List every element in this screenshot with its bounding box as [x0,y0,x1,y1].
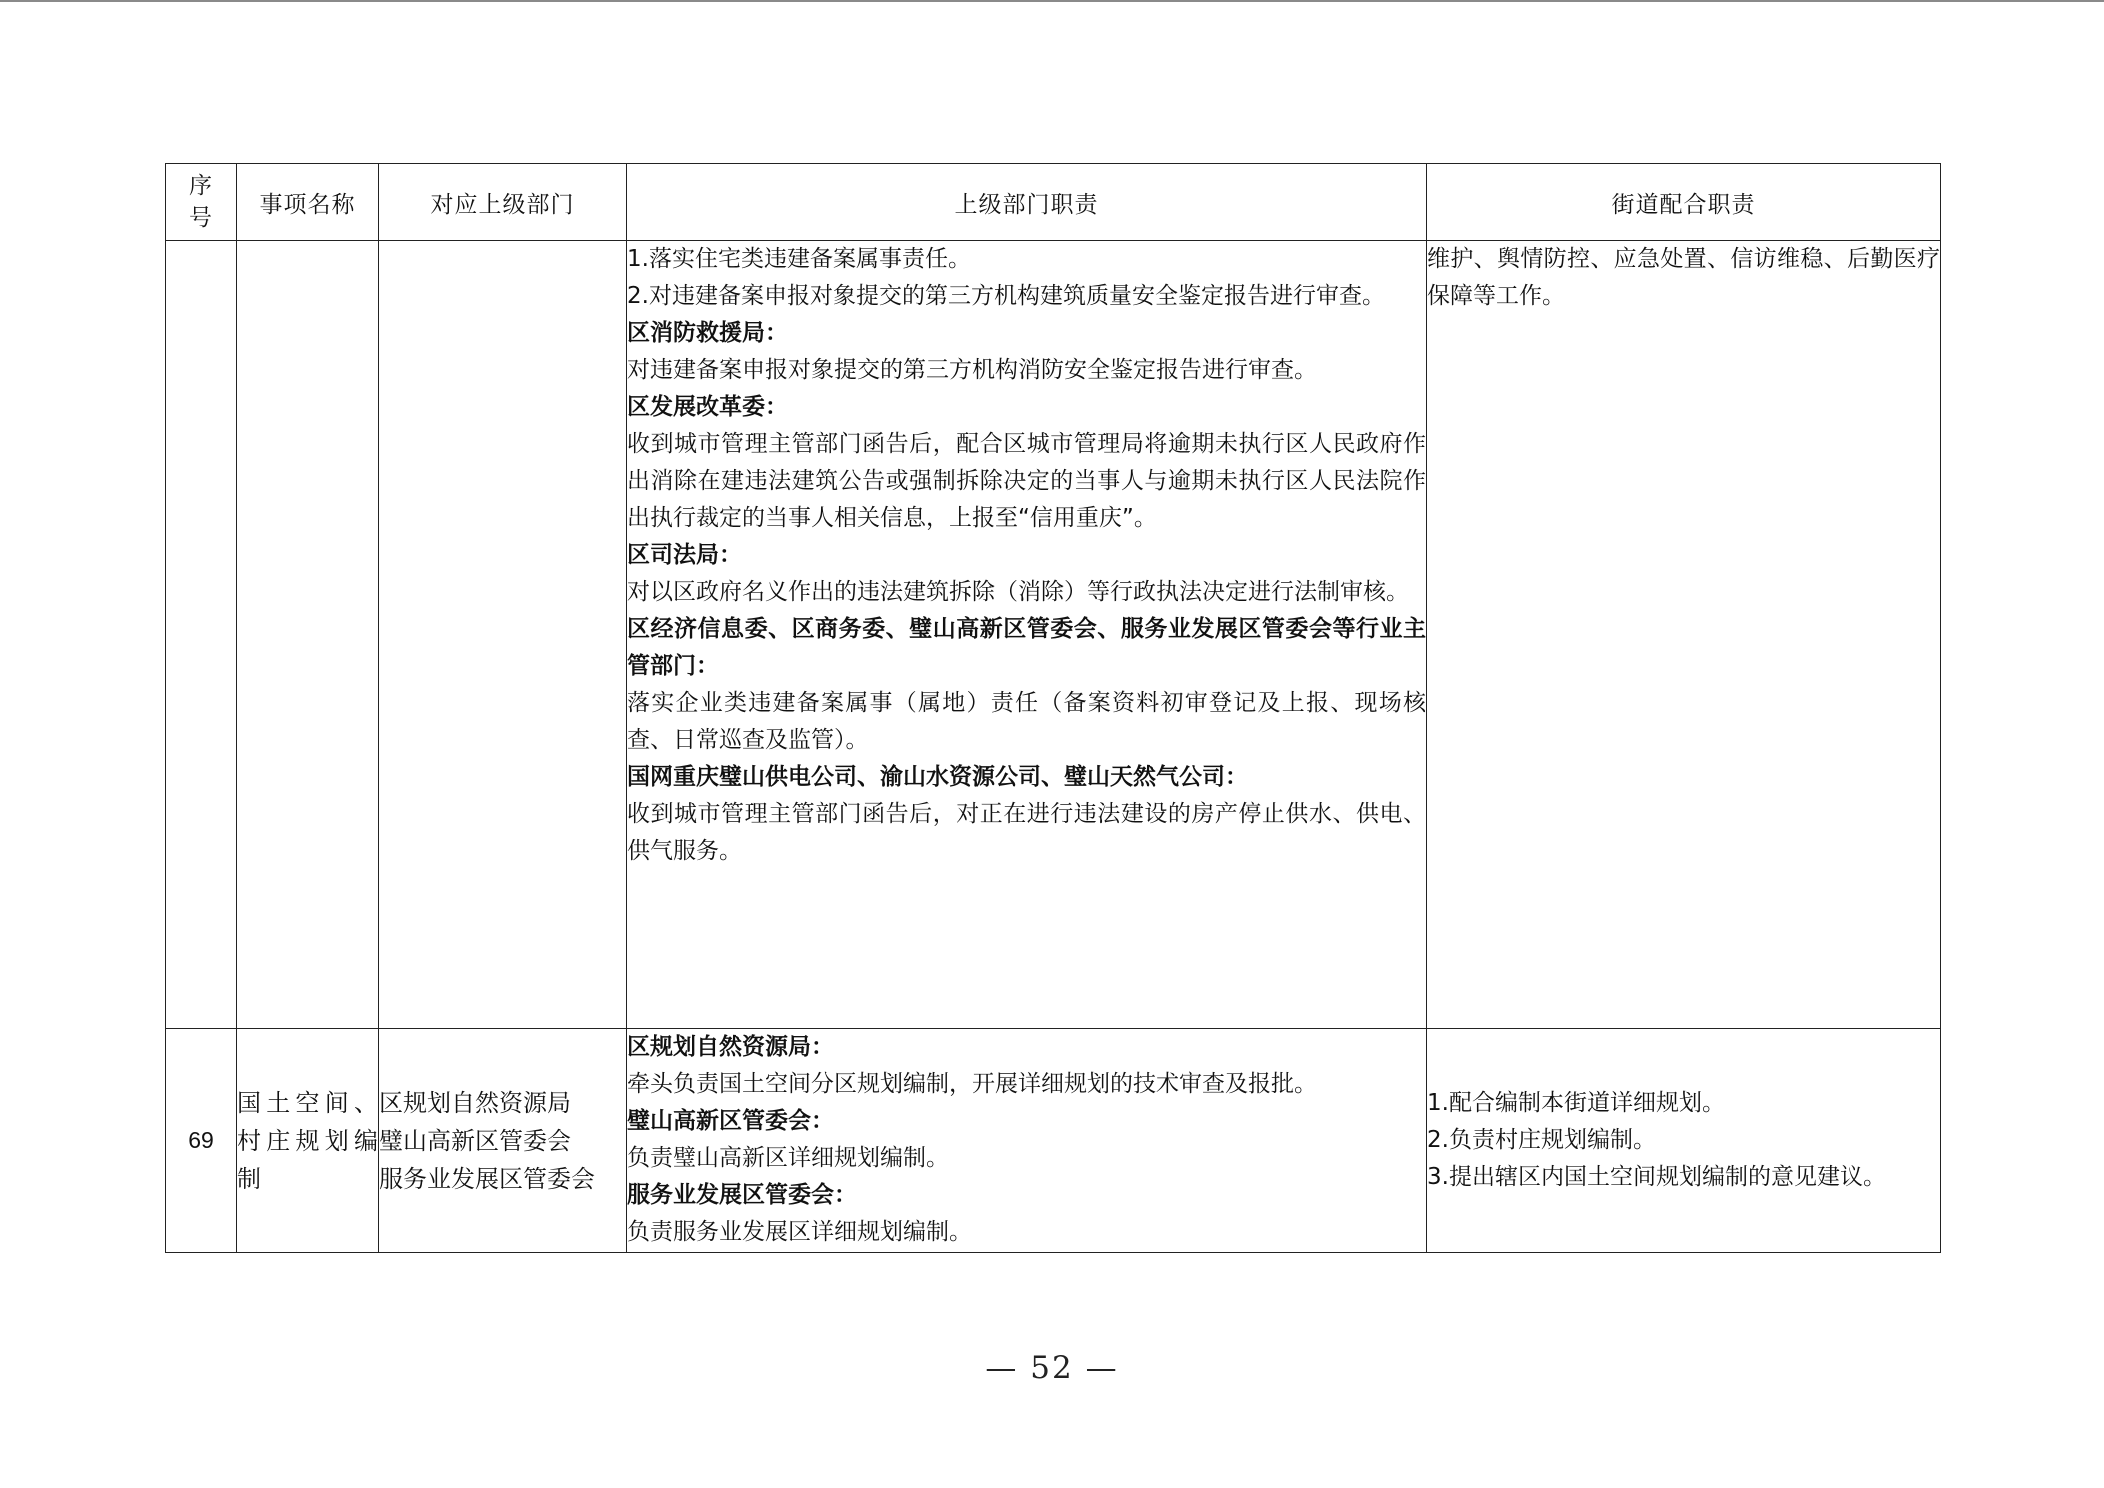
street-duty-item: 3.提出辖区内国土空间规划编制的意见建议。 [1427,1164,1886,1190]
duty-dept-heading: 区经济信息委、区商务委、璧山高新区管委会、服务业发展区管委会等行业主管部门： [627,616,1426,679]
duty-block: 负责服务业发展区详细规划编制。 [627,1219,972,1245]
row-69-seq: 69 [166,1029,237,1253]
row-69-superior-depts [379,1029,627,1253]
duty-dept-heading: 区发展改革委： [627,394,788,420]
header-street-duty: 街道配合职责 [1427,164,1941,241]
duty-block: 对以区政府名义作出的违法建筑拆除（消除）等行政执法决定进行法制审核。 [627,579,1409,605]
superior-dept-item: 服务业发展区管委会 [379,1164,595,1193]
table-header-row [166,164,1941,241]
table-row-continued [166,241,1941,1029]
duty-block: 负责璧山高新区详细规划编制。 [627,1145,949,1171]
duty-block: 对违建备案申报对象提交的第三方机构消防安全鉴定报告进行审查。 [627,357,1317,383]
table-row-69 [166,1029,1941,1253]
duty-block: 收到城市管理主管部门函告后，配合区城市管理局将逾期未执行区人民政府作出消除在建违法建筑公告或强制拆除决定的当事人与逾期未执行区人民法院作出执行裁定的当事人相关信息，上报至“信用重庆”。 [627,431,1426,531]
duty-dept-heading: 区规划自然资源局： [627,1034,834,1060]
page-top-rule [0,0,2104,2]
header-superior-dept: 对应上级部门 [379,164,627,241]
cont-item-name-cell [237,241,379,1029]
superior-dept-item: 璧山高新区管委会 [379,1126,571,1155]
page-number: — 52 — [985,1350,1119,1386]
header-item-name: 事项名称 [237,164,379,241]
row-69-street-duty [1427,1029,1941,1253]
duty-block: 1.落实住宅类违建备案属事责任。 [627,246,971,272]
header-seq [166,164,237,241]
duty-block: 落实企业类违建备案属事（属地）责任（备案资料初审登记及上报、现场核查、日常巡查及监管）。 [627,690,1426,753]
duty-dept-heading: 璧山高新区管委会： [627,1108,834,1134]
street-duty-item: 1.配合编制本街道详细规划。 [1427,1090,1725,1116]
duty-block: 牵头负责国土空间分区规划编制，开展详细规划的技术审查及报批。 [627,1071,1317,1097]
duty-block: 2.对违建备案申报对象提交的第三方机构建筑质量安全鉴定报告进行审查。 [627,283,1385,309]
cont-superior-dept-cell [379,241,627,1029]
duty-dept-heading: 国网重庆璧山供电公司、渝山水资源公司、璧山天然气公司： [627,764,1248,790]
cont-superior-duty-cell [627,241,1427,1029]
duty-dept-heading: 区消防救援局： [627,320,788,346]
street-duty-item: 2.负责村庄规划编制。 [1427,1127,1656,1153]
duty-table [165,163,1941,1253]
superior-dept-item: 区规划自然资源局 [379,1088,571,1117]
duty-block: 收到城市管理主管部门函告后，对正在进行违法建设的房产停止供水、供电、供气服务。 [627,801,1426,864]
cont-seq-cell [166,241,237,1029]
row-69-superior-duty [627,1029,1427,1253]
header-superior-duty: 上级部门职责 [627,164,1427,241]
row-69-item-name: 国土空间、村庄规划编制 [237,1029,379,1253]
duty-dept-heading: 服务业发展区管委会： [627,1182,857,1208]
header-seq-line-1: 序 [189,173,213,199]
header-seq-line-2: 号 [189,205,213,231]
street-duty-text: 维护、舆情防控、应急处置、信访维稳、后勤医疗保障等工作。 [1427,246,1940,309]
cont-street-duty-cell [1427,241,1941,1029]
duty-dept-heading: 区司法局： [627,542,742,568]
